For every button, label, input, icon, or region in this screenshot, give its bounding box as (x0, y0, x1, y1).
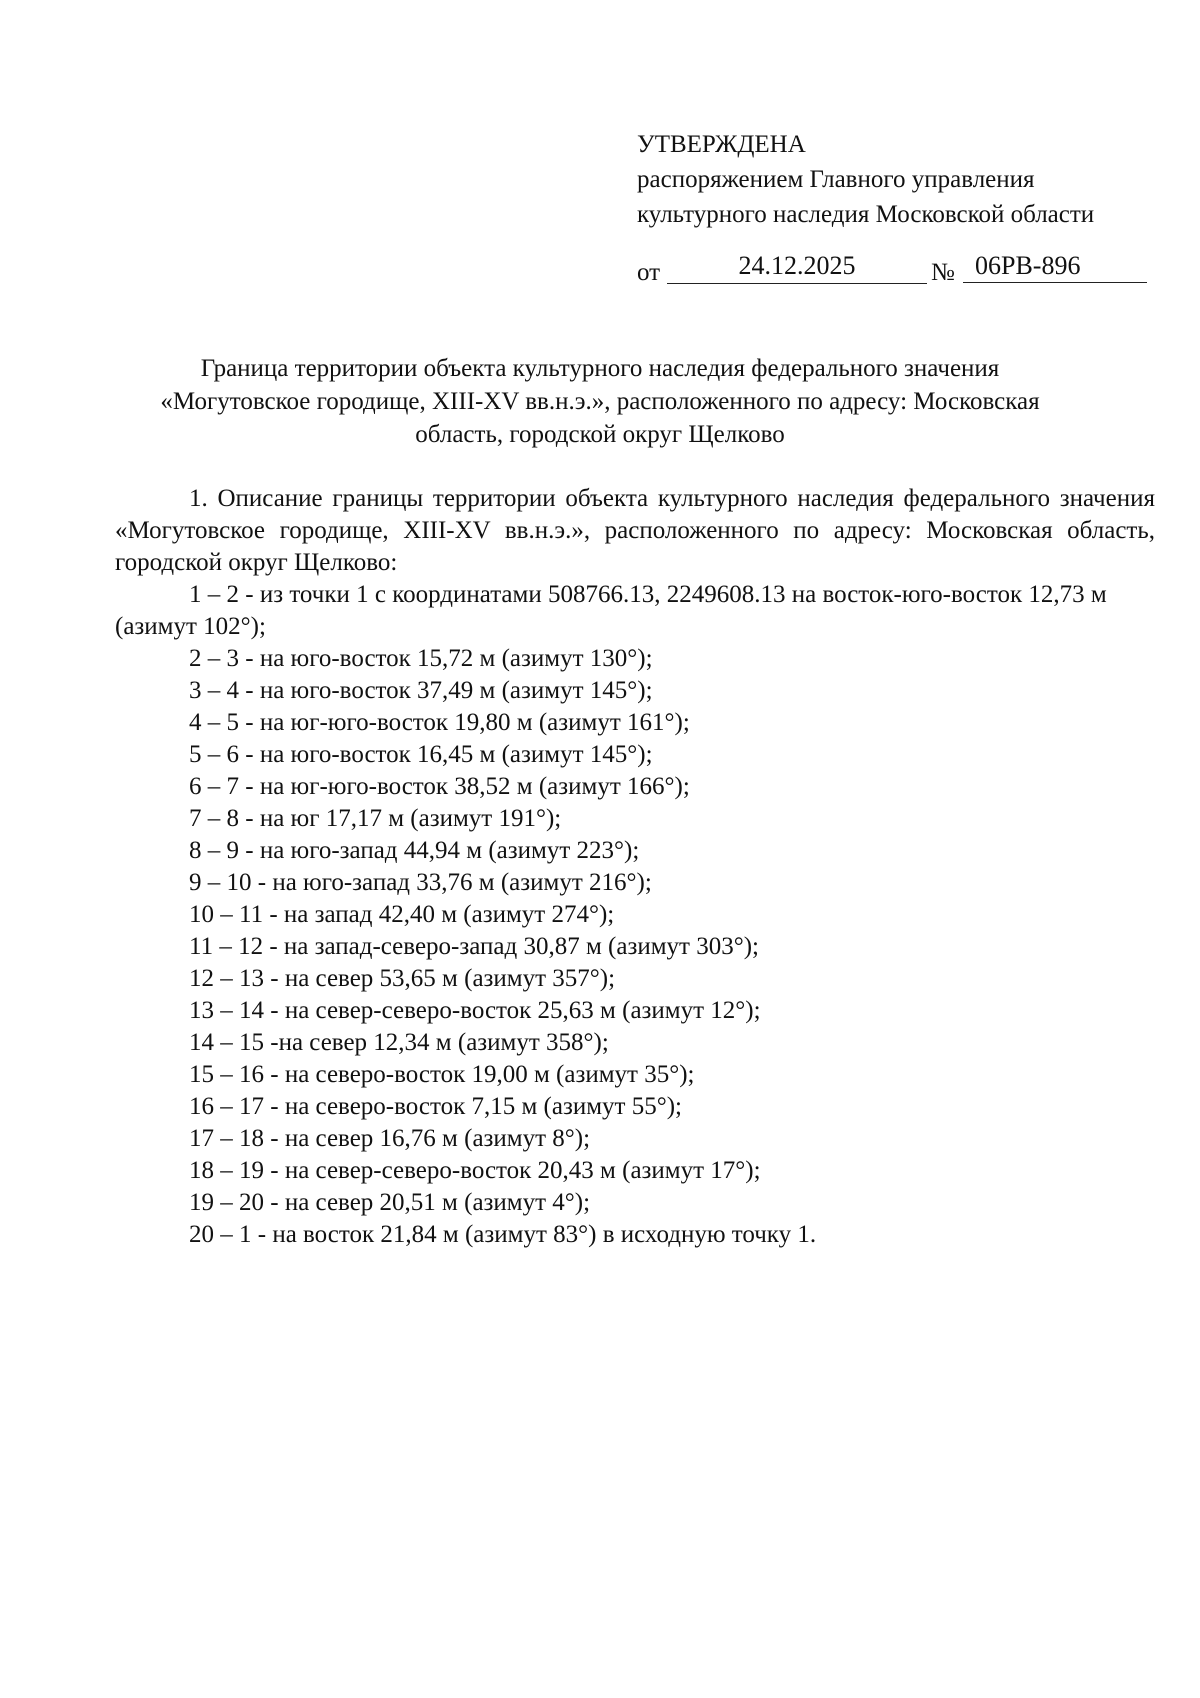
title-line-1: Граница территории объекта культурного наследия федерального значения (200, 355, 1000, 382)
approval-line-1: распоряжением Главного управления (637, 166, 1035, 193)
number-prefix: № (931, 259, 955, 286)
approval-heading: УТВЕРЖДЕНА (637, 131, 806, 158)
approval-date-row (637, 251, 1147, 287)
boundary-segment: 18 – 19 - на север-северо-восток 20,43 м (азимут 17°); (189, 1157, 761, 1184)
date-prefix: от (637, 259, 661, 286)
boundary-segment: 13 – 14 - на север-северо-восток 25,63 м (азимут 12°); (189, 997, 761, 1024)
boundary-segment: 10 – 11 - на запад 42,40 м (азимут 274°); (189, 901, 615, 928)
boundary-segment: 19 – 20 - на север 20,51 м (азимут 4°); (189, 1189, 591, 1216)
title-line-3: область, городской округ Щелково (415, 421, 785, 448)
document-title (100, 352, 1100, 451)
title-line-2: «Могутовское городище, XIII-XV вв.н.э.», расположенного по адресу: Московская (160, 388, 1040, 415)
boundary-segment: 20 – 1 - на восток 21,84 м (азимут 83°) в исходную точку 1. (189, 1221, 817, 1248)
boundary-segment-first: 1 – 2 - из точки 1 с координатами 508766.13, 2249608.13 на восток-юго-восток 12,73 м (азимут 102°); (115, 581, 1107, 640)
boundary-segment: 8 – 9 - на юго-запад 44,94 м (азимут 223°); (189, 837, 640, 864)
approval-line-2: культурного наследия Московской области (637, 201, 1095, 228)
boundary-segment: 17 – 18 - на север 16,76 м (азимут 8°); (189, 1125, 591, 1152)
boundary-segment: 15 – 16 - на северо-восток 19,00 м (азимут 35°); (189, 1061, 695, 1088)
boundary-segment: 11 – 12 - на запад-северо-запад 30,87 м (азимут 303°); (189, 933, 759, 960)
document-body (115, 483, 1155, 1251)
boundary-segment: 6 – 7 - на юг-юго-восток 38,52 м (азимут 166°); (189, 773, 690, 800)
boundary-segment: 5 – 6 - на юго-восток 16,45 м (азимут 145°); (189, 741, 653, 768)
boundary-segment: 14 – 15 -на север 12,34 м (азимут 358°); (189, 1029, 609, 1056)
boundary-segment: 4 – 5 - на юг-юго-восток 19,80 м (азимут 161°); (189, 709, 690, 736)
approval-block (637, 127, 1094, 232)
boundary-segment: 12 – 13 - на север 53,65 м (азимут 357°); (189, 965, 616, 992)
boundary-segment: 3 – 4 - на юго-восток 37,49 м (азимут 145°); (189, 677, 653, 704)
boundary-segment-list (115, 643, 1155, 1251)
boundary-segment: 2 – 3 - на юго-восток 15,72 м (азимут 130°); (189, 645, 653, 672)
approval-number: 06РВ-896 (963, 251, 1147, 283)
boundary-segment: 7 – 8 - на юг 17,17 м (азимут 191°); (189, 805, 562, 832)
boundary-segment: 16 – 17 - на северо-восток 7,15 м (азимут 55°); (189, 1093, 682, 1120)
intro-paragraph: 1. Описание границы территории объекта культурного наследия федерального значения «Могутовское городище, XIII-XV вв.н.э.», расположенного по адресу: Московская область, городской округ Щелково: (115, 485, 1155, 576)
boundary-segment: 9 – 10 - на юго-запад 33,76 м (азимут 216°); (189, 869, 652, 896)
approval-date: 24.12.2025 (667, 251, 927, 284)
